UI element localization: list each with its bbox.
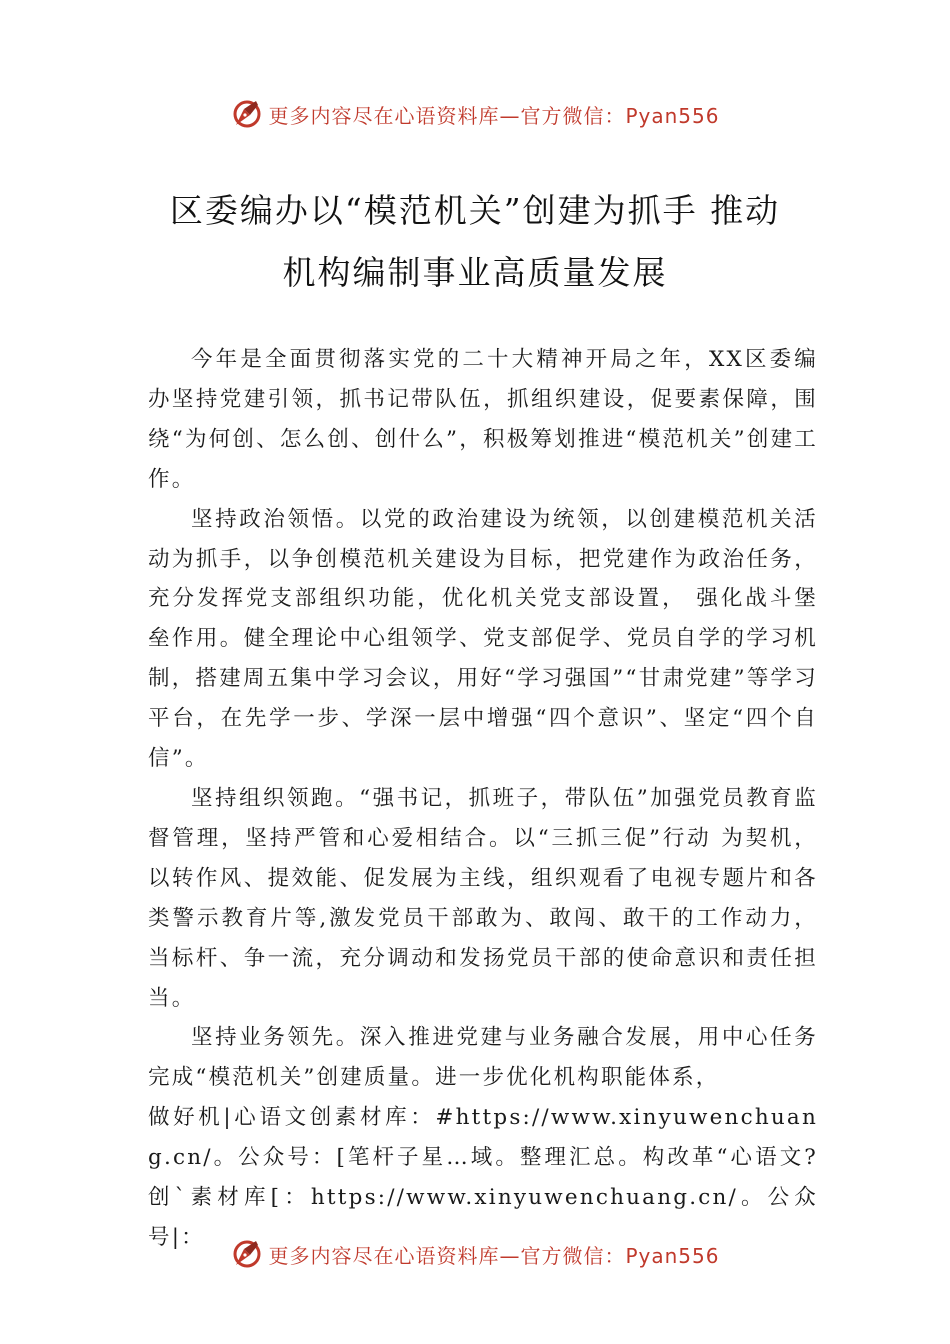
pen-nib-logo-icon <box>230 97 264 131</box>
pen-nib-logo-icon <box>230 1237 264 1271</box>
watermarked-paragraph: 做好机|心语文创素材库：#https://www.xinyuwenchuang.cn/。公众号：[笔杆子星…域。整理汇总。构改革“心语文?创`素材库[：https://www.xinyuwenchuang.cn/。公众号|： <box>148 1105 818 1250</box>
footer-banner <box>0 1234 950 1274</box>
title-line-2: 机构编制事业高质量发展 <box>282 253 668 292</box>
header-banner <box>0 94 950 134</box>
paragraph: 坚持业务领先。深入推进党建与业务融合发展，用中心任务完成“模范机关”创建质量。进一步优化机构职能体系， <box>148 1025 818 1091</box>
paragraph: 坚持政治领悟。以党的政治建设为统领，以创建模范机关活动为抓手，以争创模范机关建设为目标，把党建作为政治任务，充分发挥党支部组织功能，优化机关党支部设置， 强化战斗堡垒作用。健全理论中心组领学、党支部促学、党员自学的学习机制，搭建周五集中学习会议，用好“学习强国”“甘肃党建”等学习平台，在先学一步、学深一层中增强“四个意识”、坚定“四个自信”。 <box>148 506 818 772</box>
title-line-1: 区委编办以“模范机关”创建为抓手 推动 <box>169 191 781 230</box>
paragraph: 坚持组织领跑。“强书记，抓班子，带队伍”加强党员教育监督管理，坚持严管和心爱相结合。以“三抓三促”行动 为契机，以转作风、提效能、促发展为主线，组织观看了电视专题片和各类警示教育片等,激发党员干部敢为、敢闯、敢干的工作动力，当标杆、争一流，充分调动和发扬党员干部的使命意识和责任担当。 <box>148 785 818 1011</box>
paragraph: 今年是全面贯彻落实党的二十大精神开局之年，XX区委编办坚持党建引领，抓书记带队伍，抓组织建设，促要素保障，围绕“为何创、怎么创、创什么”，积极筹划推进“模范机关”创建工作。 <box>148 347 818 492</box>
header-banner-text: 更多内容尽在心语资料库—官方微信：Pyan556 <box>268 103 720 128</box>
footer-banner-text: 更多内容尽在心语资料库—官方微信：Pyan556 <box>268 1243 720 1268</box>
document-body <box>148 340 818 1258</box>
document-title <box>100 180 850 304</box>
